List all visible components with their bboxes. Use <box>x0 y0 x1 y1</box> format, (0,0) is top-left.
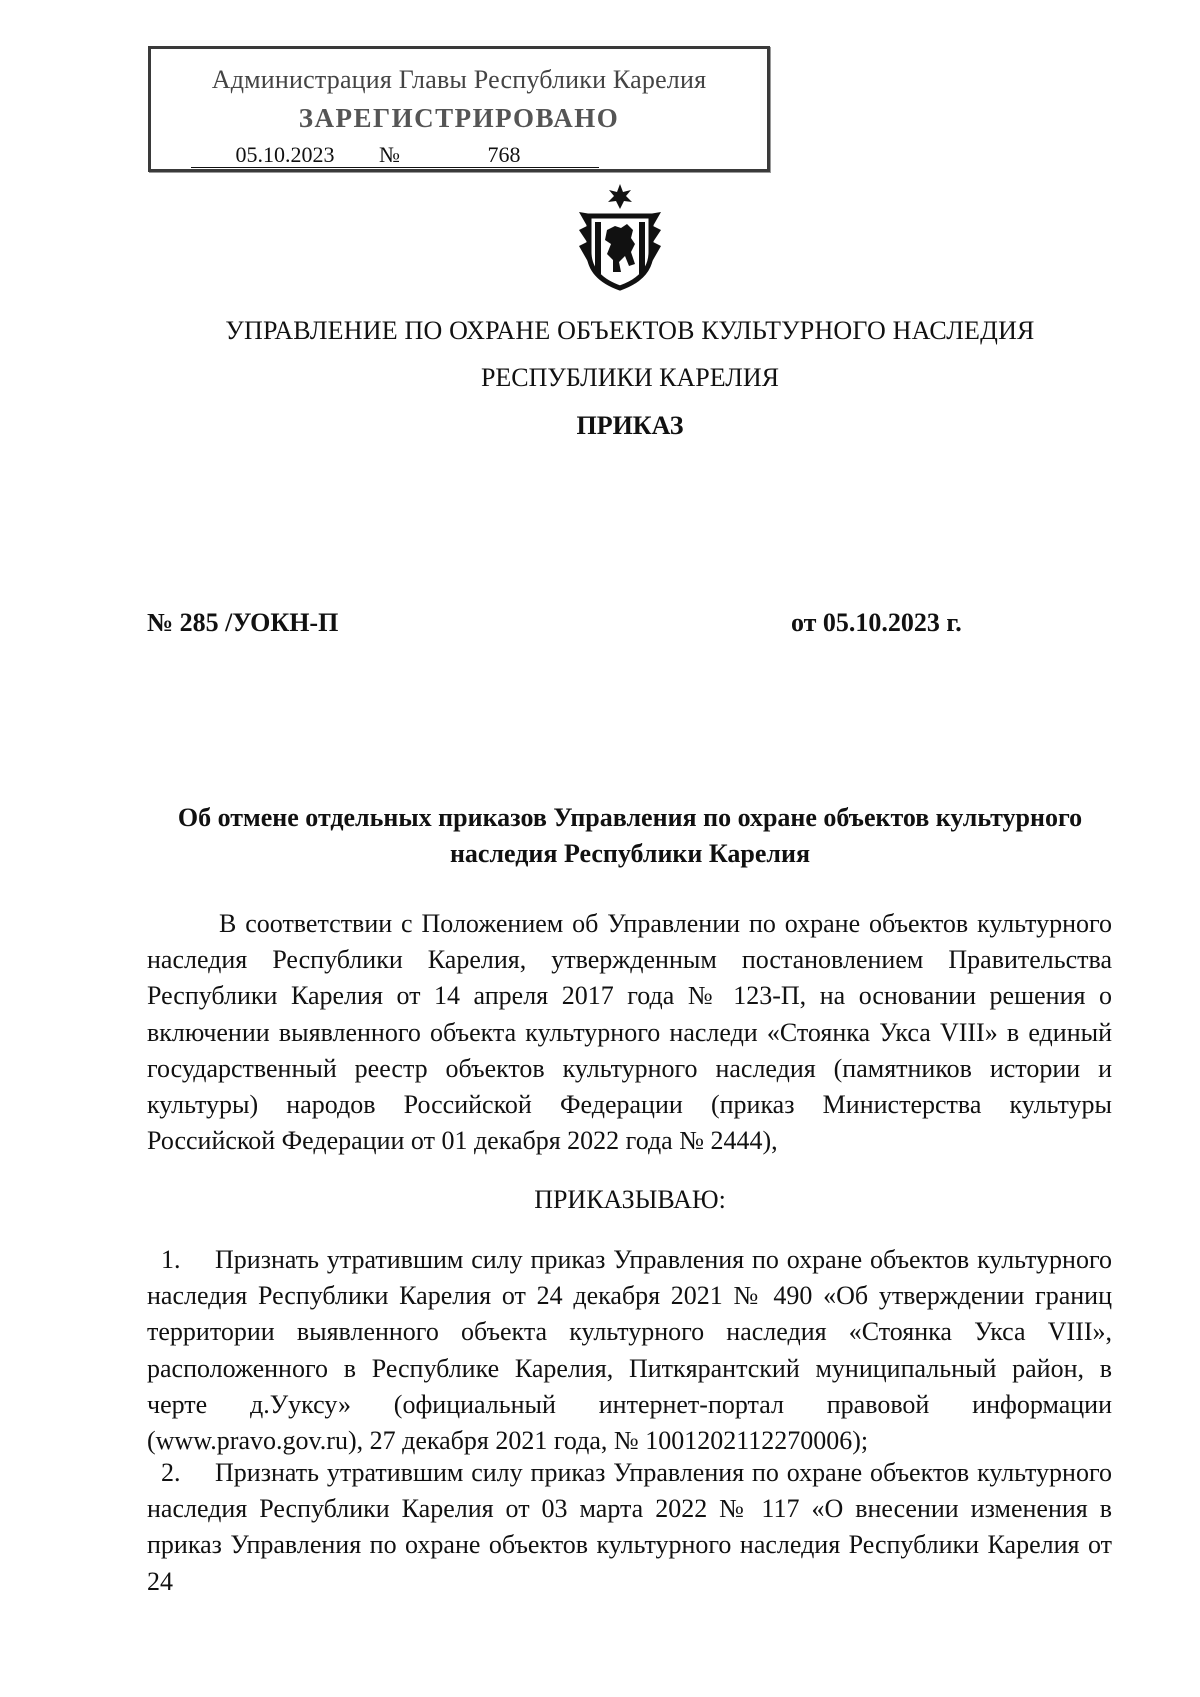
karelia-coat-of-arms-icon <box>575 182 665 292</box>
stamp-registration-line <box>191 142 599 168</box>
order-date: от 05.10.2023 г. <box>791 608 962 637</box>
stamp-number: 768 <box>409 143 599 168</box>
registration-stamp <box>148 46 770 172</box>
order-item-number: 2. <box>161 1458 181 1487</box>
stamp-registered: ЗАРЕГИСТРИРОВАНО <box>298 103 620 133</box>
document-type: ПРИКАЗ <box>576 411 684 440</box>
org-name-line2: РЕСПУБЛИКИ КАРЕЛИЯ <box>480 363 780 392</box>
order-item-text: Признать утратившим силу приказ Управления по охране объектов культурного наследия Республики Карелия от 03 марта 2022 № 117 «О внесении изменения в приказ Управления по охране объектов культурного наследия Республики Карелия от 24 <box>147 1458 1112 1596</box>
order-item-text: Признать утратившим силу приказ Управления по охране объектов культурного наследия Республики Карелия от 24 декабря 2021 № 490 «Об утверждении границ территории выявленного объекта культурного наследия «Стоянка Укса VIII», расположенного в Республике Карелия, Питкярантский муниципальный район, в черте д.Ууксу» (официальный интернет-портал правовой информации (www.pravo.gov.ru), 27 декабря 2021 года, № 1001202112270006); <box>147 1245 1112 1456</box>
order-item <box>147 1242 1112 1459</box>
order-item <box>147 1455 1112 1600</box>
stamp-number-sign: № <box>379 143 409 168</box>
org-name-line1: УПРАВЛЕНИЕ ПО ОХРАНЕ ОБЪЕКТОВ КУЛЬТУРНОГО НАСЛЕДИЯ <box>225 316 1035 345</box>
order-number: № 285 /УОКН-П <box>147 608 339 637</box>
preamble-paragraph: В соответствии с Положением об Управлении по охране объектов культурного наследия Республики Карелия, утвержденным постановлением Правительства Республики Карелия от 14 апреля 2017 года № 123-П, на основании решения о включении выявленного объекта культурного наследи «Стоянка Укса VIII» в единый государственный реестр объектов культурного наследия (памятников истории и культуры) народов Российской Федерации (приказ Министерства культуры Российской Федерации от 01 декабря 2022 года № 2444), <box>147 909 1112 1156</box>
order-item-number: 1. <box>161 1245 181 1274</box>
order-word: ПРИКАЗЫВАЮ: <box>534 1185 726 1214</box>
document-title: Об отмене отдельных приказов Управления по охране объектов культурного наследия Республики Карелия <box>177 803 1083 868</box>
stamp-authority: Администрация Главы Республики Карелия <box>211 65 707 94</box>
stamp-date: 05.10.2023 <box>191 143 379 168</box>
